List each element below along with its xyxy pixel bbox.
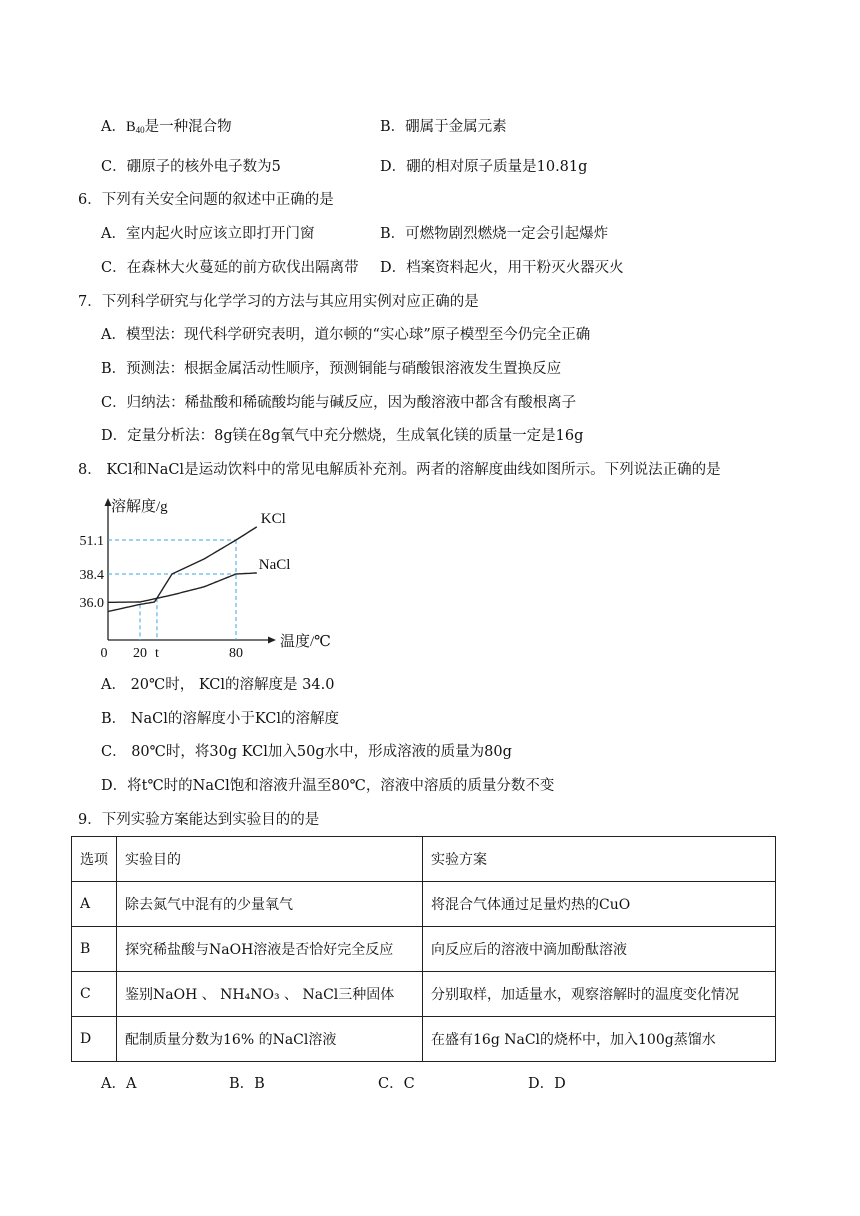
kcl-label: KCl (260, 510, 286, 527)
q5-option-d: D．硼的相对原子质量是10.81g (380, 159, 588, 175)
q9-choice-a: A．A (101, 1076, 137, 1092)
nacl-label: NaCl (258, 556, 291, 573)
q8-option-b: B． NaCl的溶解度小于KCl的溶解度 (101, 711, 340, 727)
q5-formula (126, 119, 145, 135)
row-option: A (72, 882, 117, 927)
x-tick-label: 80 (229, 646, 243, 661)
row-scheme: 将混合气体通过足量灼热的CuO (423, 882, 776, 927)
x-axis-arrow (268, 637, 276, 644)
table-row (72, 1017, 776, 1062)
q5-option-b: B．硼属于金属元素 (380, 119, 507, 135)
q5-formula-symbol: B (125, 119, 136, 135)
q7-option-b: B．预测法：根据金属活动性顺序，预测铜能与硝酸银溶液发生置换反应 (101, 361, 562, 377)
nacl-curve (108, 573, 257, 602)
q8-option-c: C． 80℃时，将30g KCl加入50g水中，形成溶液的质量为80g (101, 744, 512, 760)
experiment-table (71, 836, 776, 1062)
q7-option-d: D．定量分析法：8g镁在8g氧气中充分燃烧，生成氧化镁的质量一定是16g (101, 428, 584, 444)
q6-option-a: A．室内起火时应该立即打开门窗 (101, 226, 315, 242)
table-row (72, 882, 776, 927)
header-option: 选项 (72, 837, 117, 882)
row-purpose: 鉴别NaOH 、 NH₄NO₃ 、 NaCl三种固体 (117, 972, 423, 1017)
y-tick-label: 36.0 (79, 596, 104, 611)
header-purpose: 实验目的 (117, 837, 423, 882)
table-row (72, 972, 776, 1017)
q5-formula-subscript: 40 (135, 125, 145, 135)
row-option: B (72, 927, 117, 972)
q7-option-c: C．归纳法：稀盐酸和稀硫酸均能与碱反应，因为酸溶液中都含有酸根离子 (101, 395, 577, 411)
origin-label: 0 (100, 646, 108, 661)
q6-option-c: C．在森林大火蔓延的前方砍伐出隔离带 (101, 260, 359, 276)
q5-option-a-text: 是一种混合物 (144, 119, 232, 135)
y-tick-label: 51.1 (79, 534, 104, 549)
row-purpose: 探究稀盐酸与NaOH溶液是否恰好完全反应 (117, 927, 423, 972)
header-scheme: 实验方案 (423, 837, 776, 882)
row-option: C (72, 972, 117, 1017)
x-tick-label: t (155, 646, 159, 661)
q6-option-b: B．可燃物剧烈燃烧一定会引起爆炸 (380, 226, 609, 242)
q6-stem: 6．下列有关安全问题的叙述中正确的是 (78, 192, 334, 208)
y-tick-label: 38.4 (79, 568, 104, 583)
row-scheme: 在盛有16g NaCl的烧杯中，加入100g蒸馏水 (423, 1017, 776, 1062)
table-header-row (72, 837, 776, 882)
q8-stem: 8． KCl和NaCl是运动饮料中的常见电解质补充剂。两者的溶解度曲线如图所示。下列说法正确的是 (78, 462, 721, 478)
row-purpose: 除去氮气中混有的少量氧气 (117, 882, 423, 927)
x-axis-title: 温度/℃ (280, 634, 331, 650)
q6-option-d: D．档案资料起火，用干粉灭火器灭火 (380, 260, 624, 276)
q8-option-a: A． 20℃时， KCl的溶解度是 34.0 (101, 677, 335, 693)
q9-choice-c: C．C (378, 1076, 415, 1092)
q7-option-a: A．模型法：现代科学研究表明，道尔顿的“实心球”原子模型至今仍完全正确 (101, 327, 591, 343)
q7-stem: 7．下列科学研究与化学学习的方法与其应用实例对应正确的是 (78, 294, 479, 310)
q5-option-a (101, 117, 232, 140)
y-axis-title: 溶解度/g (111, 499, 168, 515)
q5-option-c: C．硼原子的核外电子数为5 (101, 159, 281, 175)
x-tick-label: 20 (133, 646, 147, 661)
row-scheme: 向反应后的溶液中滴加酚酞溶液 (423, 927, 776, 972)
q9-choice-b: B．B (229, 1076, 265, 1092)
q9-stem: 9．下列实验方案能达到实验目的的是 (78, 812, 320, 828)
q9-choice-d: D．D (528, 1076, 566, 1092)
table-row (72, 927, 776, 972)
row-purpose: 配制质量分数为16% 的NaCl溶液 (117, 1017, 423, 1062)
q5-option-a-label: A． (101, 119, 126, 135)
q8-option-d: D．将t℃时的NaCl饱和溶液升温至80℃，溶液中溶质的质量分数不变 (101, 778, 555, 794)
solubility-chart (78, 496, 338, 666)
row-option: D (72, 1017, 117, 1062)
row-scheme: 分别取样，加适量水，观察溶解时的温度变化情况 (423, 972, 776, 1017)
